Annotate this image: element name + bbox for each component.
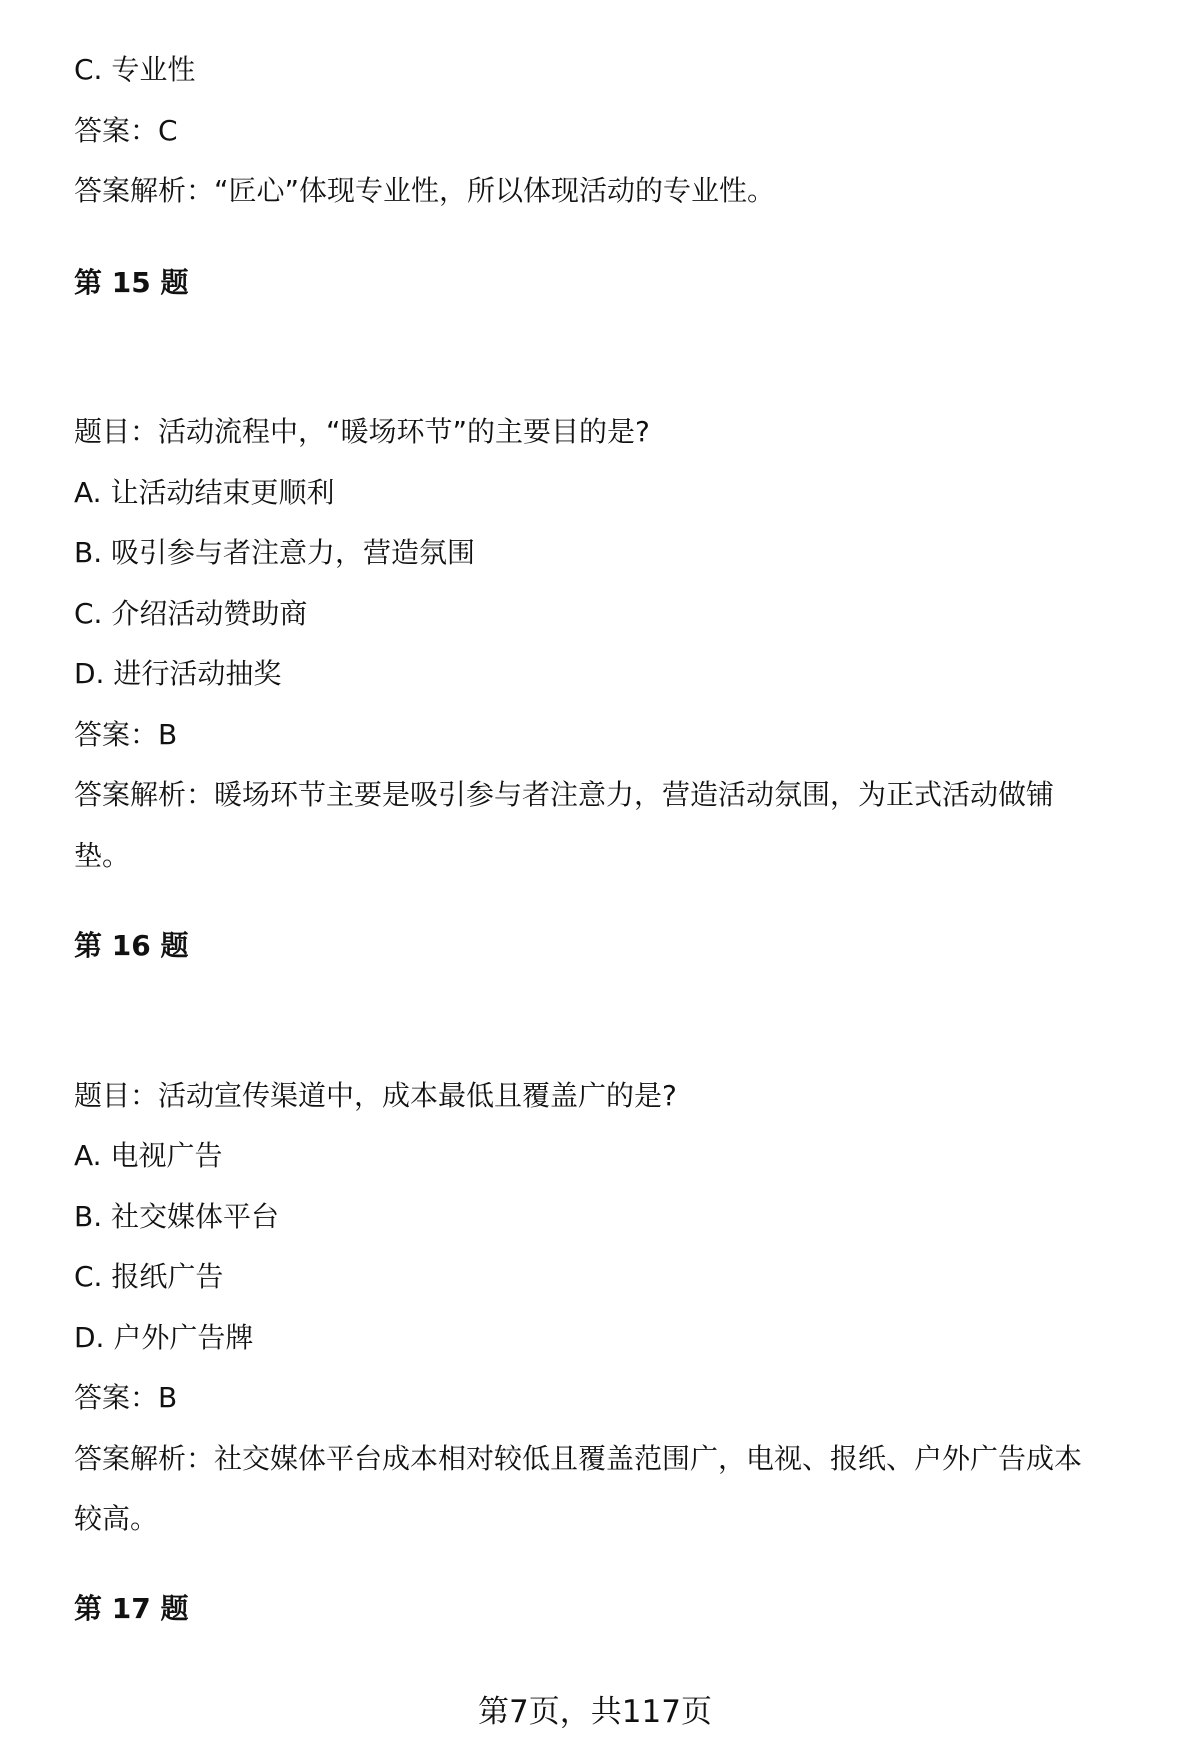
answer-text: 答案：C bbox=[74, 114, 178, 147]
answer-text: 答案：B bbox=[74, 1381, 178, 1414]
option-a-text: A. 电视广告 bbox=[74, 1139, 223, 1172]
explanation-text: 答案解析：社交媒体平台成本相对较低且覆盖范围广，电视、报纸、户外广告成本 bbox=[74, 1442, 1083, 1475]
question-heading: 第 17 题 bbox=[74, 1592, 189, 1625]
option-c-text: C. 报纸广告 bbox=[74, 1260, 224, 1293]
question-heading: 第 15 题 bbox=[74, 266, 189, 299]
question-text: 题目：活动流程中，“暖场环节”的主要目的是? bbox=[74, 415, 650, 448]
answer-text: 答案：B bbox=[74, 718, 178, 751]
explanation-text: 答案解析：“匠心”体现专业性，所以体现活动的专业性。 bbox=[74, 174, 776, 207]
question-text: 题目：活动宣传渠道中，成本最低且覆盖广的是? bbox=[74, 1079, 677, 1112]
option-b-text: B. 社交媒体平台 bbox=[74, 1200, 280, 1233]
question-heading: 第 16 题 bbox=[74, 929, 189, 962]
option-d-text: D. 进行活动抽奖 bbox=[74, 657, 282, 690]
option-c-text: C. 介绍活动赞助商 bbox=[74, 597, 308, 630]
explanation-continuation: 垫。 bbox=[74, 839, 131, 872]
option-c-text: C. 专业性 bbox=[74, 53, 196, 86]
explanation-text: 答案解析：暖场环节主要是吸引参与者注意力，营造活动氛围，为正式活动做铺 bbox=[74, 778, 1055, 811]
option-b-text: B. 吸引参与者注意力，营造氛围 bbox=[74, 536, 476, 569]
option-a-text: A. 让活动结束更顺利 bbox=[74, 476, 335, 509]
option-d-text: D. 户外广告牌 bbox=[74, 1321, 254, 1354]
explanation-continuation: 较高。 bbox=[74, 1502, 159, 1535]
page-indicator: 第7页，共117页 bbox=[478, 1694, 712, 1730]
